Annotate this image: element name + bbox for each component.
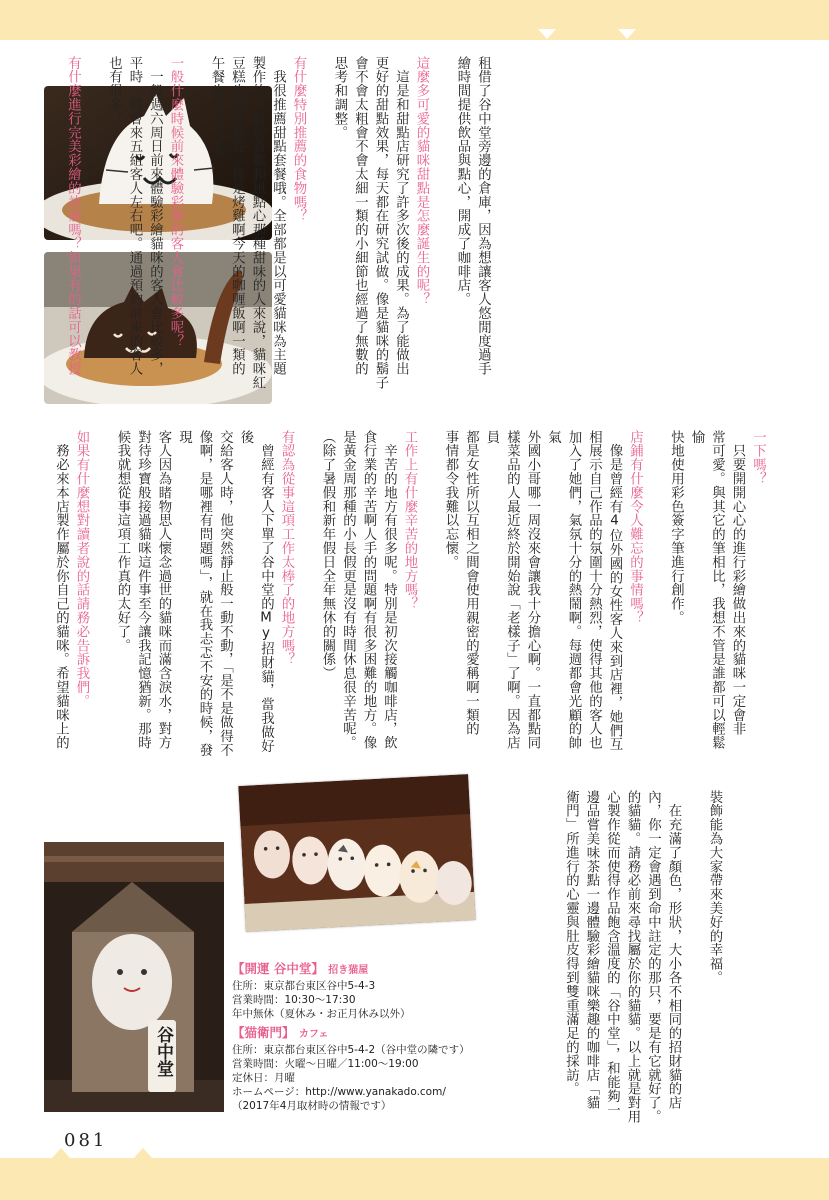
text-line: 的貓貓。請務必前來尋找屬於你的貓貓。以上就是對用 — [625, 790, 640, 1124]
text-line: 一般什麼時候前來體驗彩繪的客人會比較多呢？ — [168, 56, 183, 348]
text-line: 只要開開心心的進行彩繪做出來的貓咪一定會非 — [730, 430, 745, 736]
text-line: （除了暑假和新年假日全年無休的關係） — [320, 430, 335, 681]
top-band-notch — [538, 29, 556, 39]
text-line: 加入了她們，氣氛十分的熱鬧啊。每週都會光顧的帥氣 — [545, 430, 581, 750]
text-line: 內，你一定會遇到命中註定的那只，要是有它就好了。 — [645, 790, 661, 1124]
text-line: 豆糕也很受歡迎。像是烤雞啊今天的咖喱飯啊一類的 — [229, 56, 245, 376]
shop1-tag: 招き猫屋 — [328, 965, 369, 976]
text-line: 是黃金周那種的小長假更是沒有時間休息很辛苦呢。 — [340, 430, 356, 750]
shop2-line: 定休日：月曜 — [232, 1072, 295, 1085]
sign-lettering: 谷中堂 — [153, 1026, 173, 1077]
shop1-line: 住所：東京都台東区谷中5-4-3 — [232, 980, 376, 992]
text-line: 樣菜品的人最近終於開始說「老樣子」了啊。因為店員 — [484, 430, 520, 750]
text-line: 食行業的辛苦啊人手的問題啊有很多困難的地方。像 — [361, 430, 376, 750]
text-line: 繪時間提供飲品與點心，開成了咖啡店。 — [455, 56, 470, 307]
text-line: 對待珍寶般接過貓咪這件事至今讓我記憶猶新。那時 — [135, 430, 151, 750]
text-line — [95, 430, 110, 444]
text-line: 有什麼進行完美彩繪的訣竅嗎？如果有的話可以教授 — [65, 56, 81, 376]
shop1-line: 年中無休（夏休み・お正月休み以外） — [232, 1008, 411, 1021]
text-line: 裝飾能為大家帶來美好的幸福。 — [707, 790, 722, 985]
text-line: 店鋪有什麼令人難忘的事情嗎？ — [627, 430, 643, 625]
text-line: 快地使用彩色簽字筆進行創作。 — [668, 430, 684, 625]
text-line — [423, 430, 438, 444]
bottom-decor-band — [0, 1158, 829, 1200]
shop-info-box — [232, 958, 477, 1114]
text-line: 有認為從事這項工作太棒了的地方嗎？ — [279, 430, 294, 667]
shop2-homepage[interactable]: ホームページ：http://www.yanakado.com/ — [232, 1086, 446, 1099]
text-line: 像是曾經有4位外國的女性客人來到店裡，她們互 — [607, 430, 622, 752]
text-line — [435, 56, 450, 70]
text-line: 更好的甜點效果，每天都在研究試做。像是貓咪的鬍子 — [373, 56, 388, 390]
text-line: 像啊，是哪裡有問題嗎」，就在我忐忑不安的時候，發現 — [176, 430, 212, 757]
text-line: 租借了谷中堂旁邊的倉庫，因為想讓客人悠閒度過手 — [475, 56, 491, 376]
shop1-line: 営業時間：10:30〜17:30 — [232, 994, 356, 1007]
text-line: 客人因為睹物思人懷念過世的貓咪而滿含淚水，對方 — [156, 430, 171, 750]
text-line: 平時一般會來五組客人左右吧。通過預約前來的客人 — [127, 56, 142, 376]
page-number: 081 — [64, 1130, 108, 1151]
text-line: 在充滿了顏色，形狀，大小各不相同的招財貓的店 — [666, 790, 681, 1110]
text-line: 工作上有什麼辛苦的地方嗎？ — [402, 430, 417, 611]
text-line: 相展示自己作品的氛圍十分熱烈，使得其他的客人也 — [586, 430, 602, 750]
shop1-name: 【開運 谷中堂】 — [232, 961, 324, 976]
text-line: 曾經有客人下單了谷中堂的My招財貓，當我做好後 — [238, 430, 274, 753]
text-line: 這麼多可愛的貓咪甜點是怎麼誕生的呢？ — [414, 56, 429, 307]
text-line: 外國小哥哪一周沒來會讓我十分擔心啊。一直都點同 — [525, 430, 540, 750]
text-line: 這是和甜點店研究了許多次後的成果。為了能做出 — [393, 56, 409, 376]
text-line: 事情都令我難以忘懷。 — [443, 430, 458, 569]
text-line: 如果有什麼想對讀者說的話請務必告訴我們。 — [74, 430, 89, 708]
interview-text-upper — [62, 56, 493, 418]
text-line: 邊品嘗美味茶點一邊體驗彩繪貓咪樂趣的咖啡店「貓 — [584, 790, 599, 1110]
shop2-line: （2017年4月取材時の情報です） — [232, 1100, 392, 1113]
text-line: 思考和調整。 — [332, 56, 347, 140]
text-line: 有什麼特別推薦的食物嗎？ — [291, 56, 306, 223]
shop1-heading — [232, 960, 477, 979]
text-line: 務必來本店製作屬於你自己的貓咪。希望貓咪上的 — [53, 430, 69, 750]
shop2-tag: カフェ — [298, 1028, 329, 1040]
text-line: 常可愛。與其它的筆相比，我想不管是誰都可以輕鬆愉 — [689, 430, 725, 750]
text-line — [86, 56, 101, 70]
text-line: 都是女性所以互相之間會使用親密的愛稱啊一類的 — [463, 430, 479, 736]
shop2-line: 住所：東京都台東区谷中5-4-2（谷中堂の隣です） — [232, 1043, 470, 1056]
text-line: 也有很多。 — [106, 56, 122, 126]
top-band-notch — [618, 29, 636, 39]
text-line — [687, 790, 702, 804]
text-line: 候我就想從事這項工作真的太好了。 — [115, 430, 130, 653]
top-decor-band — [0, 0, 829, 40]
cat-figurines-photo — [238, 774, 475, 932]
text-line: 衛門」所進行的心靈與肚皮得到雙重滿足的採訪。 — [563, 790, 579, 1096]
interview-text-lower — [560, 790, 724, 1128]
text-line: 辛苦的地方有很多呢。特別是初次接觸咖啡店，飲 — [381, 430, 397, 750]
maneki-neko-wooden-sign-photo — [44, 842, 224, 1112]
text-line — [312, 56, 327, 70]
text-line: 一下嗎？ — [750, 430, 766, 486]
text-line: 一般週六周日前來體驗彩繪貓咪的客人會比較多， — [147, 56, 163, 376]
shop2-line: 営業時間：火曜〜日曜／11:00〜19:00 — [232, 1057, 419, 1070]
text-line — [300, 430, 315, 444]
shop2-name: 【猫衛門】 — [232, 1024, 295, 1040]
text-line: 會不會太粗會不會太細一類的小細節也經過了無數的 — [352, 56, 368, 376]
text-line: 心製作從而使得作品飽含溫度的「谷中堂」，和能夠一 — [604, 790, 620, 1117]
text-line: 午餐也很有人氣。 — [209, 56, 224, 168]
bottom-band-notch — [134, 1148, 152, 1158]
text-line: 交給客人時，他突然靜止般一動不動，「是不是做得不 — [217, 430, 233, 757]
text-line — [189, 56, 204, 70]
text-line: 我很推薦甜點套餐哦。全部都是以可愛貓咪為主題 — [270, 56, 286, 376]
text-line — [648, 430, 663, 444]
interview-text-middle — [50, 430, 768, 760]
shop2-heading — [232, 1024, 477, 1043]
text-line: 製作的。對於喜歡和風點心那種甜味的人來說，貓咪紅 — [250, 56, 265, 390]
